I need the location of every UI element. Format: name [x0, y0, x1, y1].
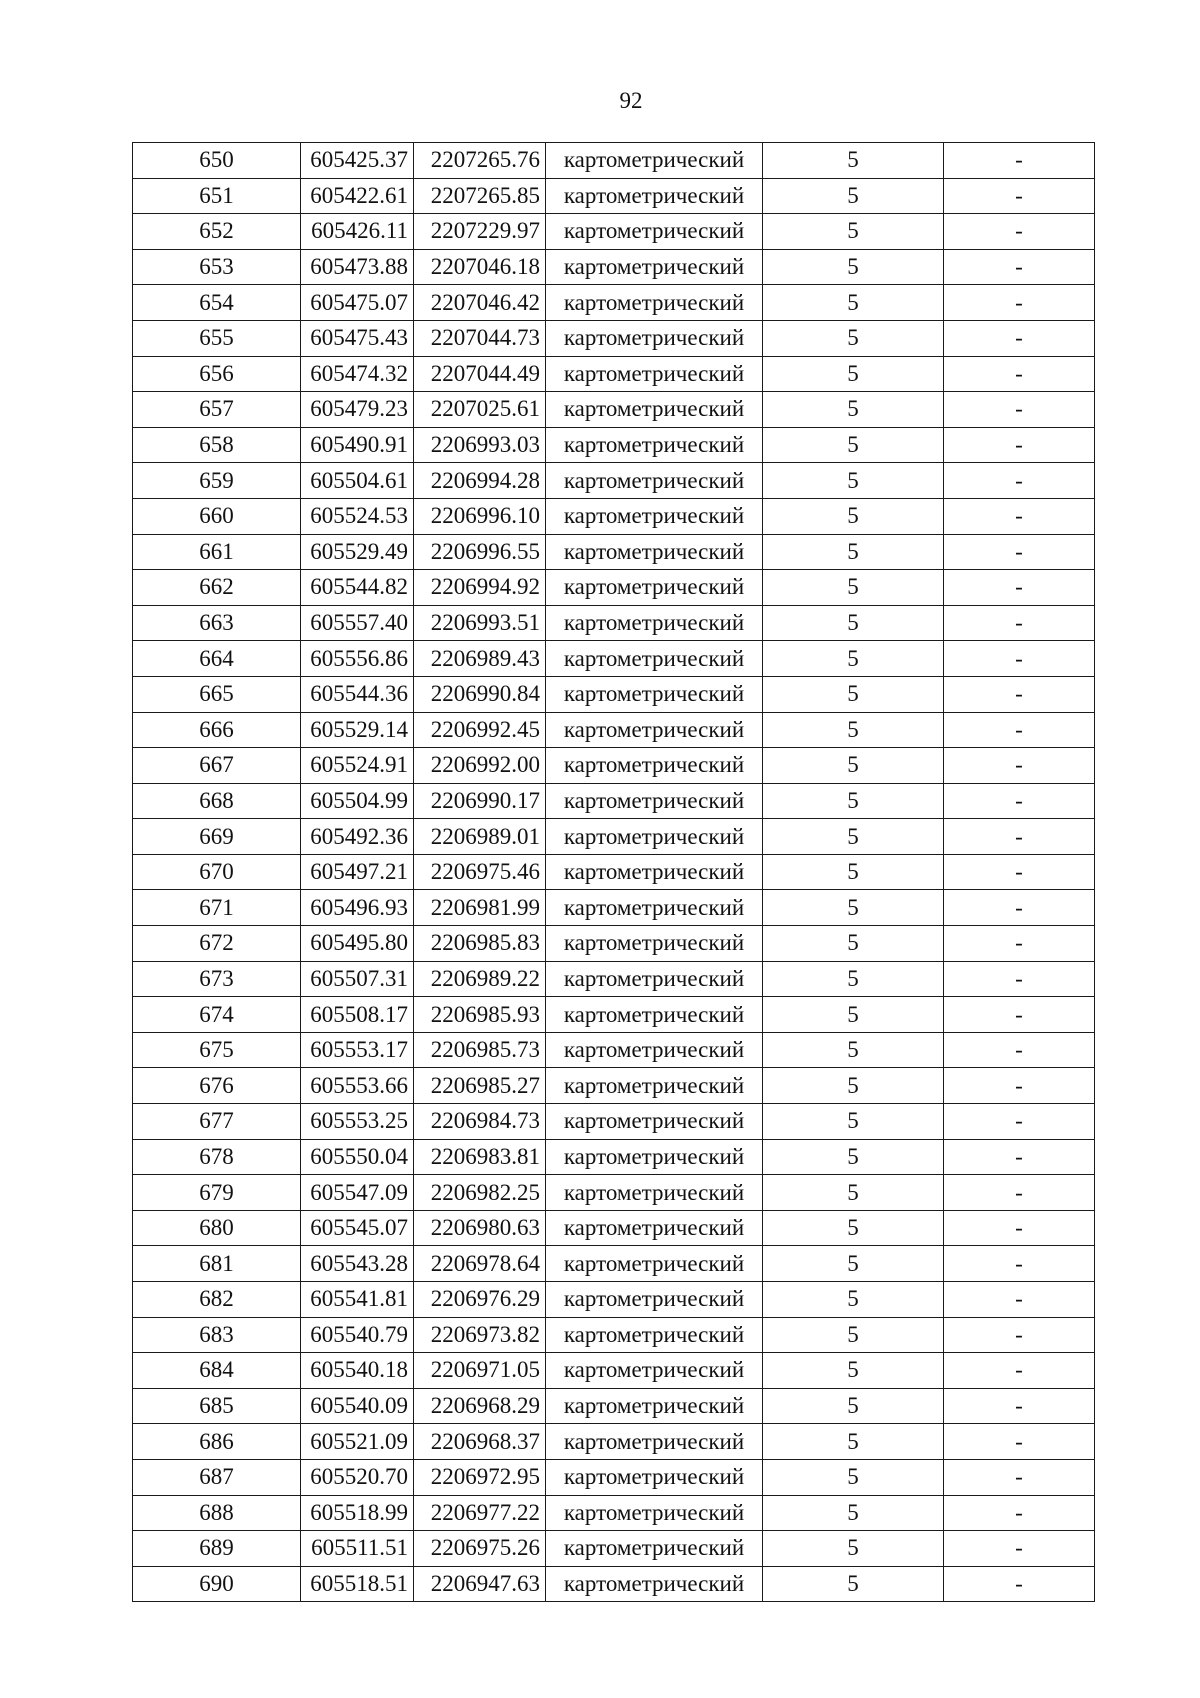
note-cell: -: [944, 926, 1095, 962]
note-cell: -: [944, 748, 1095, 784]
method-cell: картометрический: [546, 1210, 763, 1246]
accuracy-cell: 5: [763, 890, 944, 926]
table-row: [133, 392, 1095, 428]
note-cell: -: [944, 1210, 1095, 1246]
point-number-cell: 680: [133, 1210, 301, 1246]
accuracy-cell: 5: [763, 320, 944, 356]
note-cell: -: [944, 285, 1095, 321]
point-number-cell: 675: [133, 1032, 301, 1068]
accuracy-cell: 5: [763, 534, 944, 570]
method-cell: картометрический: [546, 1032, 763, 1068]
y-coordinate-cell: 2206978.64: [414, 1246, 546, 1282]
table-row: [133, 961, 1095, 997]
method-cell: картометрический: [546, 1353, 763, 1389]
note-cell: -: [944, 249, 1095, 285]
y-coordinate-cell: 2207265.76: [414, 143, 546, 179]
point-number-cell: 655: [133, 320, 301, 356]
note-cell: -: [944, 214, 1095, 250]
accuracy-cell: 5: [763, 1246, 944, 1282]
table-row: [133, 214, 1095, 250]
y-coordinate-cell: 2207025.61: [414, 392, 546, 428]
method-cell: картометрический: [546, 712, 763, 748]
note-cell: -: [944, 676, 1095, 712]
accuracy-cell: 5: [763, 1353, 944, 1389]
point-number-cell: 653: [133, 249, 301, 285]
y-coordinate-cell: 2206985.83: [414, 926, 546, 962]
table-row: [133, 143, 1095, 179]
x-coordinate-cell: 605492.36: [301, 819, 414, 855]
y-coordinate-cell: 2206996.55: [414, 534, 546, 570]
note-cell: -: [944, 1459, 1095, 1495]
accuracy-cell: 5: [763, 926, 944, 962]
table-row: [133, 356, 1095, 392]
x-coordinate-cell: 605553.25: [301, 1104, 414, 1140]
note-cell: -: [944, 498, 1095, 534]
method-cell: картометрический: [546, 143, 763, 179]
accuracy-cell: 5: [763, 463, 944, 499]
x-coordinate-cell: 605553.66: [301, 1068, 414, 1104]
table-row: [133, 1317, 1095, 1353]
y-coordinate-cell: 2206968.37: [414, 1424, 546, 1460]
note-cell: -: [944, 890, 1095, 926]
table-row: [133, 1032, 1095, 1068]
point-number-cell: 676: [133, 1068, 301, 1104]
method-cell: картометрический: [546, 320, 763, 356]
accuracy-cell: 5: [763, 178, 944, 214]
x-coordinate-cell: 605540.18: [301, 1353, 414, 1389]
point-number-cell: 661: [133, 534, 301, 570]
accuracy-cell: 5: [763, 1139, 944, 1175]
point-number-cell: 668: [133, 783, 301, 819]
x-coordinate-cell: 605425.37: [301, 143, 414, 179]
method-cell: картометрический: [546, 748, 763, 784]
point-number-cell: 650: [133, 143, 301, 179]
x-coordinate-cell: 605497.21: [301, 854, 414, 890]
note-cell: -: [944, 463, 1095, 499]
accuracy-cell: 5: [763, 748, 944, 784]
note-cell: -: [944, 392, 1095, 428]
y-coordinate-cell: 2207046.42: [414, 285, 546, 321]
table-row: [133, 178, 1095, 214]
table-row: [133, 1246, 1095, 1282]
method-cell: картометрический: [546, 1139, 763, 1175]
x-coordinate-cell: 605495.80: [301, 926, 414, 962]
point-number-cell: 688: [133, 1495, 301, 1531]
table-row: [133, 1566, 1095, 1602]
point-number-cell: 686: [133, 1424, 301, 1460]
point-number-cell: 677: [133, 1104, 301, 1140]
y-coordinate-cell: 2207229.97: [414, 214, 546, 250]
table-row: [133, 748, 1095, 784]
accuracy-cell: 5: [763, 1317, 944, 1353]
x-coordinate-cell: 605524.53: [301, 498, 414, 534]
x-coordinate-cell: 605553.17: [301, 1032, 414, 1068]
y-coordinate-cell: 2206985.93: [414, 997, 546, 1033]
accuracy-cell: 5: [763, 498, 944, 534]
point-number-cell: 669: [133, 819, 301, 855]
y-coordinate-cell: 2206994.92: [414, 570, 546, 606]
note-cell: -: [944, 1317, 1095, 1353]
point-number-cell: 685: [133, 1388, 301, 1424]
accuracy-cell: 5: [763, 1566, 944, 1602]
point-number-cell: 678: [133, 1139, 301, 1175]
method-cell: картометрический: [546, 854, 763, 890]
x-coordinate-cell: 605529.49: [301, 534, 414, 570]
method-cell: картометрический: [546, 819, 763, 855]
method-cell: картометрический: [546, 427, 763, 463]
y-coordinate-cell: 2206947.63: [414, 1566, 546, 1602]
method-cell: картометрический: [546, 570, 763, 606]
y-coordinate-cell: 2207046.18: [414, 249, 546, 285]
accuracy-cell: 5: [763, 1032, 944, 1068]
y-coordinate-cell: 2206985.27: [414, 1068, 546, 1104]
table-row: [133, 1459, 1095, 1495]
method-cell: картометрический: [546, 1246, 763, 1282]
note-cell: -: [944, 356, 1095, 392]
table-row: [133, 1495, 1095, 1531]
accuracy-cell: 5: [763, 676, 944, 712]
note-cell: -: [944, 178, 1095, 214]
table-row: [133, 712, 1095, 748]
accuracy-cell: 5: [763, 605, 944, 641]
table-row: [133, 676, 1095, 712]
note-cell: -: [944, 1104, 1095, 1140]
accuracy-cell: 5: [763, 392, 944, 428]
accuracy-cell: 5: [763, 1495, 944, 1531]
note-cell: -: [944, 854, 1095, 890]
note-cell: -: [944, 143, 1095, 179]
x-coordinate-cell: 605479.23: [301, 392, 414, 428]
table-row: [133, 854, 1095, 890]
point-number-cell: 689: [133, 1531, 301, 1567]
x-coordinate-cell: 605473.88: [301, 249, 414, 285]
y-coordinate-cell: 2207044.73: [414, 320, 546, 356]
point-number-cell: 687: [133, 1459, 301, 1495]
table-row: [133, 641, 1095, 677]
y-coordinate-cell: 2206989.22: [414, 961, 546, 997]
note-cell: -: [944, 427, 1095, 463]
accuracy-cell: 5: [763, 641, 944, 677]
point-number-cell: 663: [133, 605, 301, 641]
accuracy-cell: 5: [763, 997, 944, 1033]
table-row: [133, 285, 1095, 321]
table-row: [133, 570, 1095, 606]
x-coordinate-cell: 605504.61: [301, 463, 414, 499]
note-cell: -: [944, 1068, 1095, 1104]
accuracy-cell: 5: [763, 214, 944, 250]
accuracy-cell: 5: [763, 783, 944, 819]
method-cell: картометрический: [546, 214, 763, 250]
point-number-cell: 682: [133, 1282, 301, 1318]
y-coordinate-cell: 2206992.00: [414, 748, 546, 784]
y-coordinate-cell: 2206996.10: [414, 498, 546, 534]
table-row: [133, 1424, 1095, 1460]
accuracy-cell: 5: [763, 570, 944, 606]
point-number-cell: 679: [133, 1175, 301, 1211]
table-row: [133, 1282, 1095, 1318]
x-coordinate-cell: 605511.51: [301, 1531, 414, 1567]
x-coordinate-cell: 605543.28: [301, 1246, 414, 1282]
table-row: [133, 605, 1095, 641]
point-number-cell: 651: [133, 178, 301, 214]
accuracy-cell: 5: [763, 1388, 944, 1424]
note-cell: -: [944, 641, 1095, 677]
accuracy-cell: 5: [763, 1282, 944, 1318]
table-row: [133, 783, 1095, 819]
y-coordinate-cell: 2206984.73: [414, 1104, 546, 1140]
point-number-cell: 660: [133, 498, 301, 534]
table-body: [133, 143, 1095, 1602]
coordinates-table: [132, 142, 1095, 1602]
x-coordinate-cell: 605507.31: [301, 961, 414, 997]
accuracy-cell: 5: [763, 285, 944, 321]
x-coordinate-cell: 605426.11: [301, 214, 414, 250]
table-row: [133, 1104, 1095, 1140]
note-cell: -: [944, 1424, 1095, 1460]
point-number-cell: 657: [133, 392, 301, 428]
table-row: [133, 463, 1095, 499]
x-coordinate-cell: 605550.04: [301, 1139, 414, 1175]
y-coordinate-cell: 2206989.01: [414, 819, 546, 855]
x-coordinate-cell: 605475.43: [301, 320, 414, 356]
y-coordinate-cell: 2206985.73: [414, 1032, 546, 1068]
x-coordinate-cell: 605518.51: [301, 1566, 414, 1602]
x-coordinate-cell: 605490.91: [301, 427, 414, 463]
x-coordinate-cell: 605422.61: [301, 178, 414, 214]
point-number-cell: 673: [133, 961, 301, 997]
point-number-cell: 667: [133, 748, 301, 784]
note-cell: -: [944, 534, 1095, 570]
x-coordinate-cell: 605508.17: [301, 997, 414, 1033]
y-coordinate-cell: 2206968.29: [414, 1388, 546, 1424]
point-number-cell: 670: [133, 854, 301, 890]
note-cell: -: [944, 1353, 1095, 1389]
x-coordinate-cell: 605557.40: [301, 605, 414, 641]
point-number-cell: 656: [133, 356, 301, 392]
y-coordinate-cell: 2206971.05: [414, 1353, 546, 1389]
y-coordinate-cell: 2206976.29: [414, 1282, 546, 1318]
y-coordinate-cell: 2206983.81: [414, 1139, 546, 1175]
table-row: [133, 997, 1095, 1033]
point-number-cell: 683: [133, 1317, 301, 1353]
method-cell: картометрический: [546, 1495, 763, 1531]
method-cell: картометрический: [546, 926, 763, 962]
table-row: [133, 1068, 1095, 1104]
note-cell: -: [944, 1388, 1095, 1424]
y-coordinate-cell: 2206982.25: [414, 1175, 546, 1211]
point-number-cell: 654: [133, 285, 301, 321]
point-number-cell: 684: [133, 1353, 301, 1389]
table-row: [133, 1531, 1095, 1567]
method-cell: картометрический: [546, 997, 763, 1033]
method-cell: картометрический: [546, 356, 763, 392]
y-coordinate-cell: 2206989.43: [414, 641, 546, 677]
point-number-cell: 671: [133, 890, 301, 926]
point-number-cell: 664: [133, 641, 301, 677]
x-coordinate-cell: 605504.99: [301, 783, 414, 819]
method-cell: картометрический: [546, 1175, 763, 1211]
y-coordinate-cell: 2206990.17: [414, 783, 546, 819]
accuracy-cell: 5: [763, 1104, 944, 1140]
note-cell: -: [944, 961, 1095, 997]
point-number-cell: 666: [133, 712, 301, 748]
x-coordinate-cell: 605547.09: [301, 1175, 414, 1211]
y-coordinate-cell: 2206972.95: [414, 1459, 546, 1495]
table-row: [133, 819, 1095, 855]
method-cell: картометрический: [546, 1068, 763, 1104]
note-cell: -: [944, 1175, 1095, 1211]
method-cell: картометрический: [546, 285, 763, 321]
table-row: [133, 498, 1095, 534]
note-cell: -: [944, 1531, 1095, 1567]
method-cell: картометрический: [546, 249, 763, 285]
accuracy-cell: 5: [763, 819, 944, 855]
table-row: [133, 534, 1095, 570]
method-cell: картометрический: [546, 1424, 763, 1460]
point-number-cell: 652: [133, 214, 301, 250]
note-cell: -: [944, 1246, 1095, 1282]
x-coordinate-cell: 605521.09: [301, 1424, 414, 1460]
x-coordinate-cell: 605556.86: [301, 641, 414, 677]
y-coordinate-cell: 2206981.99: [414, 890, 546, 926]
method-cell: картометрический: [546, 961, 763, 997]
table-row: [133, 1139, 1095, 1175]
x-coordinate-cell: 605544.36: [301, 676, 414, 712]
table-row: [133, 1175, 1095, 1211]
accuracy-cell: 5: [763, 1424, 944, 1460]
accuracy-cell: 5: [763, 427, 944, 463]
x-coordinate-cell: 605524.91: [301, 748, 414, 784]
x-coordinate-cell: 605496.93: [301, 890, 414, 926]
accuracy-cell: 5: [763, 712, 944, 748]
method-cell: картометрический: [546, 1282, 763, 1318]
method-cell: картометрический: [546, 641, 763, 677]
method-cell: картометрический: [546, 392, 763, 428]
accuracy-cell: 5: [763, 1210, 944, 1246]
y-coordinate-cell: 2206990.84: [414, 676, 546, 712]
method-cell: картометрический: [546, 498, 763, 534]
x-coordinate-cell: 605520.70: [301, 1459, 414, 1495]
y-coordinate-cell: 2207265.85: [414, 178, 546, 214]
method-cell: картометрический: [546, 1566, 763, 1602]
x-coordinate-cell: 605529.14: [301, 712, 414, 748]
note-cell: -: [944, 1566, 1095, 1602]
y-coordinate-cell: 2206993.51: [414, 605, 546, 641]
point-number-cell: 674: [133, 997, 301, 1033]
x-coordinate-cell: 605545.07: [301, 1210, 414, 1246]
note-cell: -: [944, 605, 1095, 641]
method-cell: картометрический: [546, 1459, 763, 1495]
x-coordinate-cell: 605474.32: [301, 356, 414, 392]
accuracy-cell: 5: [763, 143, 944, 179]
method-cell: картометрический: [546, 1388, 763, 1424]
table-row: [133, 1210, 1095, 1246]
table-row: [133, 427, 1095, 463]
method-cell: картометрический: [546, 534, 763, 570]
note-cell: -: [944, 997, 1095, 1033]
note-cell: -: [944, 1282, 1095, 1318]
point-number-cell: 681: [133, 1246, 301, 1282]
page-number: 92: [619, 88, 643, 113]
x-coordinate-cell: 605518.99: [301, 1495, 414, 1531]
accuracy-cell: 5: [763, 1531, 944, 1567]
table-row: [133, 926, 1095, 962]
x-coordinate-cell: 605544.82: [301, 570, 414, 606]
x-coordinate-cell: 605541.81: [301, 1282, 414, 1318]
y-coordinate-cell: 2206992.45: [414, 712, 546, 748]
y-coordinate-cell: 2206994.28: [414, 463, 546, 499]
method-cell: картометрический: [546, 1104, 763, 1140]
point-number-cell: 658: [133, 427, 301, 463]
point-number-cell: 672: [133, 926, 301, 962]
method-cell: картометрический: [546, 178, 763, 214]
note-cell: -: [944, 712, 1095, 748]
x-coordinate-cell: 605475.07: [301, 285, 414, 321]
note-cell: -: [944, 1139, 1095, 1175]
method-cell: картометрический: [546, 463, 763, 499]
y-coordinate-cell: 2206975.26: [414, 1531, 546, 1567]
method-cell: картометрический: [546, 783, 763, 819]
x-coordinate-cell: 605540.79: [301, 1317, 414, 1353]
note-cell: -: [944, 819, 1095, 855]
y-coordinate-cell: 2207044.49: [414, 356, 546, 392]
method-cell: картометрический: [546, 1317, 763, 1353]
method-cell: картометрический: [546, 605, 763, 641]
point-number-cell: 662: [133, 570, 301, 606]
table-row: [133, 1353, 1095, 1389]
accuracy-cell: 5: [763, 1175, 944, 1211]
accuracy-cell: 5: [763, 356, 944, 392]
method-cell: картометрический: [546, 890, 763, 926]
x-coordinate-cell: 605540.09: [301, 1388, 414, 1424]
table-row: [133, 890, 1095, 926]
note-cell: -: [944, 1032, 1095, 1068]
y-coordinate-cell: 2206980.63: [414, 1210, 546, 1246]
table-row: [133, 249, 1095, 285]
note-cell: -: [944, 783, 1095, 819]
accuracy-cell: 5: [763, 961, 944, 997]
note-cell: -: [944, 570, 1095, 606]
y-coordinate-cell: 2206973.82: [414, 1317, 546, 1353]
point-number-cell: 665: [133, 676, 301, 712]
y-coordinate-cell: 2206975.46: [414, 854, 546, 890]
point-number-cell: 690: [133, 1566, 301, 1602]
table-row: [133, 320, 1095, 356]
accuracy-cell: 5: [763, 249, 944, 285]
note-cell: -: [944, 1495, 1095, 1531]
method-cell: картометрический: [546, 1531, 763, 1567]
y-coordinate-cell: 2206993.03: [414, 427, 546, 463]
accuracy-cell: 5: [763, 1459, 944, 1495]
accuracy-cell: 5: [763, 1068, 944, 1104]
point-number-cell: 659: [133, 463, 301, 499]
note-cell: -: [944, 320, 1095, 356]
table-row: [133, 1388, 1095, 1424]
y-coordinate-cell: 2206977.22: [414, 1495, 546, 1531]
accuracy-cell: 5: [763, 854, 944, 890]
method-cell: картометрический: [546, 676, 763, 712]
